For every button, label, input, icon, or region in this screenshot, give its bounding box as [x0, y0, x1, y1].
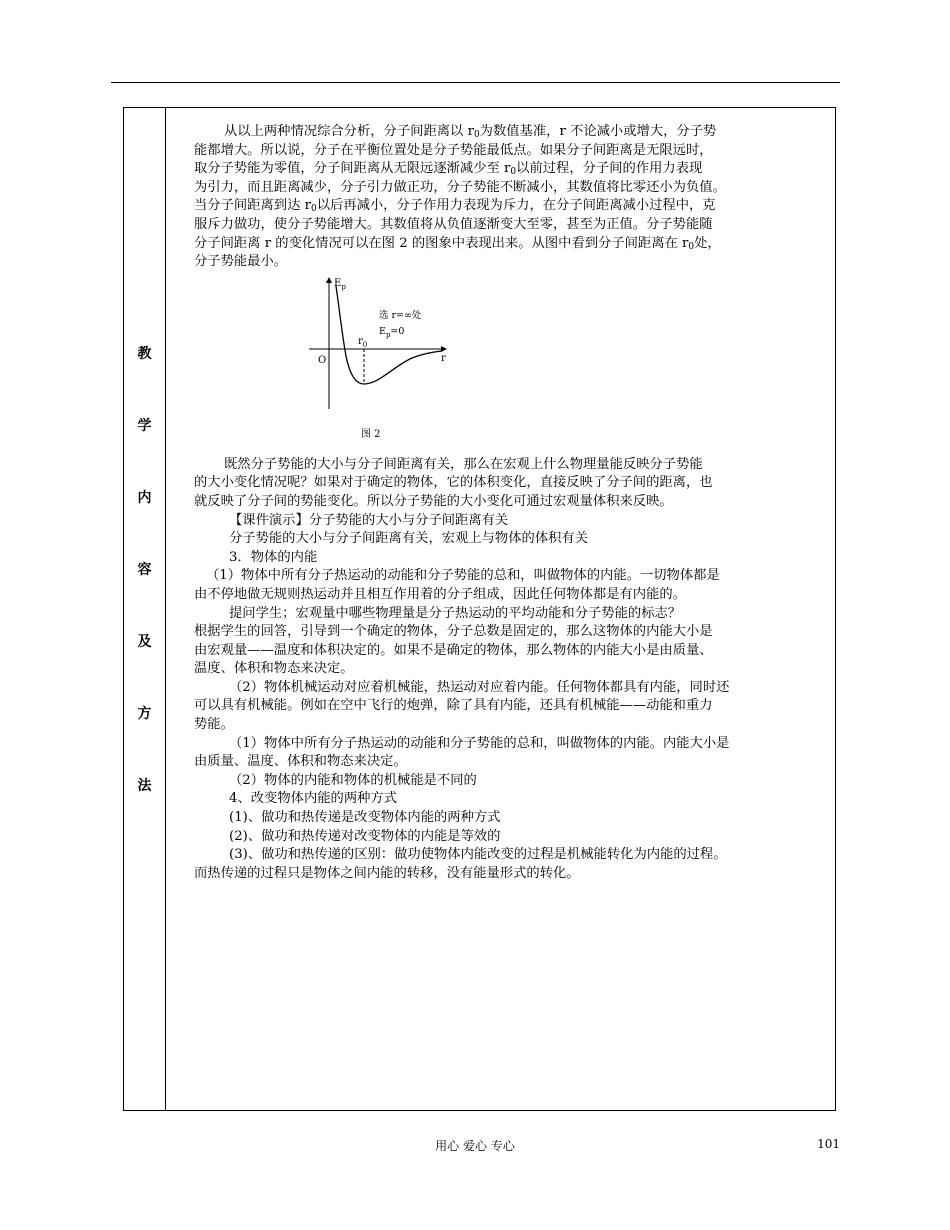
- side-label-char: 学: [137, 418, 152, 434]
- lesson-content: [194, 123, 834, 883]
- text-line: 的大小变化情况呢？如果对于确定的物体，它的体积变化，直接反映了分子间的距离，也: [194, 475, 713, 491]
- text-line: 由不停地做无规则热运动并且相互作用着的分子组成，因此任何物体都是有内能的。: [194, 586, 686, 602]
- text-line: 服斥力做功，使分子势能增大。其数值将从负值逐渐变大至零，甚至为正值。分子势能随: [194, 216, 713, 232]
- text-line: 根据学生的回答，引导到一个确定的物体，分子总数是固定的，那么这物体的内能大小是: [194, 624, 713, 640]
- y-axis-label: $E_p$: [334, 277, 346, 291]
- page-number: 101: [817, 1137, 840, 1151]
- footer-slogan: 用心 爱心 专心: [435, 1139, 515, 1153]
- column-divider: [165, 108, 166, 1110]
- text-line: 能都增大。所以说，分子在平衡位置处是分子势能最低点。如果分子间距离是无限远时，: [194, 142, 713, 158]
- r0-label: $r_0$: [358, 335, 368, 349]
- side-label-char: 内: [137, 490, 152, 506]
- text-line: 势能。: [194, 717, 234, 733]
- text-line: 取分子势能为零值，分子间距离从无限远逐渐减少至 $r_0$以前过程，分子间的作用力表现: [194, 161, 703, 178]
- text-line: 分子间距离 r 的变化情况可以在图 2 的图象中表现出来。从图中看到分子间距离在 $r_0$处，: [194, 235, 721, 252]
- text-line: 由宏观量——温度和体积决定的。如果不是确定的物体，那么物体的内能大小是由质量、: [194, 642, 713, 658]
- text-line: 温度、体积和物态来决定。: [194, 661, 354, 677]
- figure-caption: 图 2: [361, 428, 381, 440]
- text-line: 提问学生；宏观量中哪些物理量是分子热运动的平均动能和分子势能的标志？: [229, 605, 682, 621]
- text-line: 分子势能最小。: [194, 254, 288, 270]
- text-line: 从以上两种情况综合分析，分子间距离以 $r_0$为数值基准，r 不论减小或增大，分子势: [224, 124, 717, 140]
- side-label-char: 方: [137, 706, 152, 722]
- lesson-table: [123, 107, 836, 1111]
- side-label-char: 容: [137, 562, 152, 578]
- text-line: （2）物体机械运动对应着机械能，热运动对应着内能。任何物体都具有内能，同时还: [229, 679, 730, 695]
- side-label-char: 教: [137, 346, 152, 362]
- text-line: （1）物体中所有分子热运动的动能和分子势能的总和，叫做物体的内能。一切物体都是: [206, 568, 720, 584]
- x-axis-label: r: [441, 352, 446, 364]
- section-heading: 3．物体的内能: [229, 549, 318, 565]
- side-label-char: 法: [137, 778, 152, 794]
- text-line: 而热传递的过程只是物体之间内能的转移，没有能量形式的转化。: [194, 865, 580, 881]
- text-line: (3)、做功和热传递的区别：做功使物体内能改变的过程是机械能转化为内能的过程。: [229, 847, 727, 863]
- text-line: 就反映了分子间的势能变化。所以分子势能的大小变化可通过宏观量体积来反映。: [194, 493, 673, 509]
- header-rule: [111, 82, 840, 83]
- origin-label: O: [318, 354, 327, 366]
- section-heading: 4、改变物体内能的两种方式: [229, 791, 398, 807]
- text-line: （2）物体的内能和物体的机械能是不同的: [229, 772, 477, 788]
- text-line: 分子势能的大小与分子间距离有关，宏观上与物体的体积有关: [229, 531, 589, 547]
- text-line: (2)、做功和热传递对改变物体的内能是等效的: [229, 828, 501, 844]
- zero-reference-note: 选 r=∞处: [379, 309, 422, 321]
- zero-reference-value: $E_p=0$: [379, 325, 405, 339]
- text-line: 当分子间距离到达 $r_0$以后再减小，分子作用力表现为斥力，在分子间距离减小过程中，克: [194, 198, 716, 215]
- text-line: 由质量、温度、体积和物态来决定。: [194, 754, 407, 770]
- side-label-char: 及: [137, 634, 152, 650]
- potential-energy-figure: [194, 274, 834, 452]
- courseware-line: 【课件演示】分子势能的大小与分子间距离有关: [229, 512, 509, 528]
- text-line: (1)、做功和热传递是改变物体内能的两种方式: [229, 810, 501, 826]
- text-line: 为引力，而且距离减少，分子引力做正功，分子势能不断减小，其数值将比零还小为负值。: [194, 179, 726, 195]
- potential-energy-graph: [294, 274, 554, 424]
- text-line: 可以具有机械能。例如在空中飞行的炮弹，除了具有内能，还具有机械能——动能和重力: [194, 698, 713, 714]
- text-line: （1）物体中所有分子热运动的动能和分子势能的总和，叫做物体的内能。内能大小是: [229, 735, 730, 751]
- text-line: 既然分子势能的大小与分子间距离有关，那么在宏观上什么物理量能反映分子势能: [224, 456, 703, 472]
